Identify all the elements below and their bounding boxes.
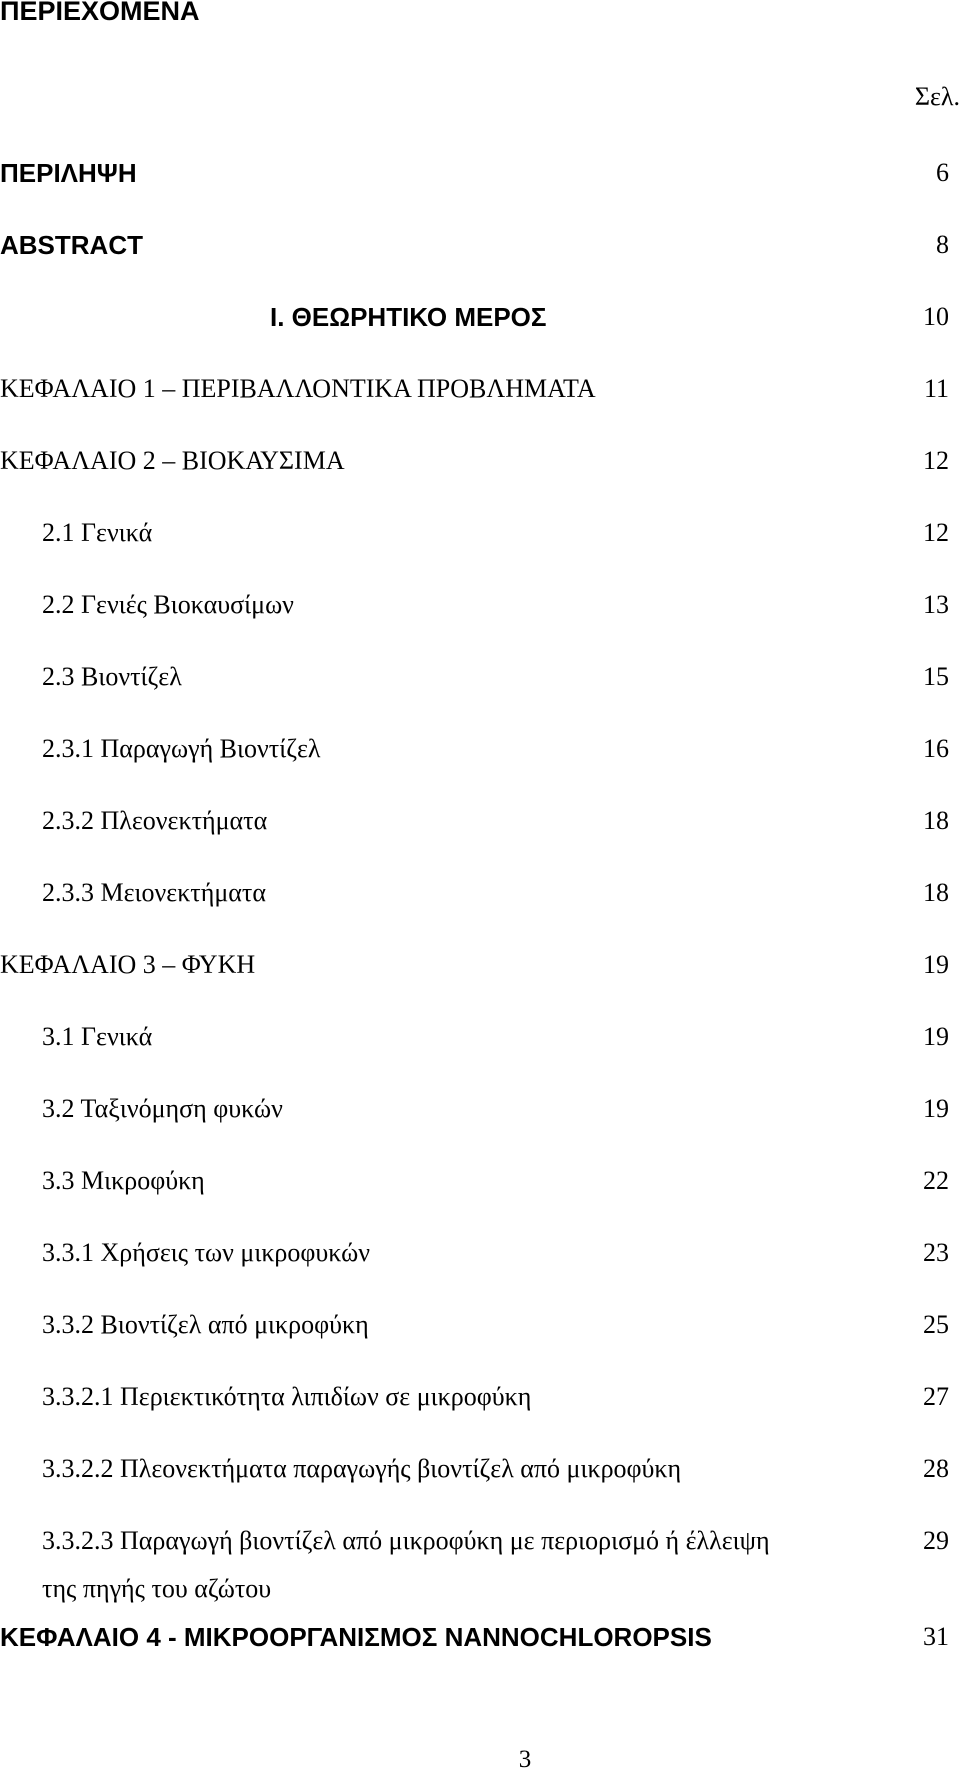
toc-entry-section-3-3-2-3[interactable] — [0, 1521, 960, 1561]
page-column-header: Σελ. — [914, 82, 960, 111]
toc-entry-page: 15 — [923, 662, 949, 691]
toc-entry-section-3-3-1[interactable] — [0, 1233, 960, 1273]
toc-entry-label: της πηγής του αζώτου — [42, 1574, 272, 1603]
toc-entry-label: 3.3.2.3 Παραγωγή βιοντίζελ από μικροφύκη με περιορισμό ή έλλειψη — [42, 1526, 770, 1555]
toc-entry-label: 3.1 Γενικά — [42, 1022, 153, 1051]
toc-entry-label: ΚΕΦΑΛΑΙΟ 2 – ΒΙΟΚΑΥΣΙΜΑ — [0, 446, 345, 475]
toc-entry-page: 11 — [923, 374, 949, 403]
toc-entry-label: 3.3.1 Χρήσεις των μικροφυκών — [42, 1238, 371, 1267]
toc-entry-chapter-3[interactable] — [0, 945, 960, 985]
toc-entry-page: 27 — [923, 1382, 949, 1411]
toc-entry-label: 3.3.2.1 Περιεκτικότητα λιπιδίων σε μικροφύκη — [42, 1382, 532, 1411]
toc-entry-part-theory[interactable] — [0, 297, 960, 337]
toc-entry-section-2-3[interactable] — [0, 657, 960, 697]
toc-entry-page: 18 — [923, 878, 949, 907]
toc-entry-page: 18 — [923, 806, 949, 835]
toc-entry-page: 10 — [923, 302, 949, 331]
toc-entry-page: 25 — [923, 1310, 949, 1339]
toc-entry-section-3-3-2[interactable] — [0, 1305, 960, 1345]
toc-entry-label: 2.3 Βιοντίζελ — [42, 662, 182, 691]
toc-entry-label: 3.3.2.2 Πλεονεκτήματα παραγωγής βιοντίζελ από μικροφύκη — [42, 1454, 682, 1483]
toc-entry-page: 16 — [923, 734, 949, 763]
toc-entry-label: 2.2 Γενιές Βιοκαυσίμων — [42, 590, 294, 619]
toc-entry-label: 3.2 Ταξινόμηση φυκών — [42, 1094, 283, 1123]
toc-entry-page: 12 — [923, 518, 949, 547]
toc-entry-page: 13 — [923, 590, 949, 619]
toc-entry-chapter-1[interactable] — [0, 369, 960, 409]
toc-entry-section-2-3-1[interactable] — [0, 729, 960, 769]
toc-entry-label: 3.3.2 Βιοντίζελ από μικροφύκη — [42, 1310, 369, 1339]
footer-page-number: 3 — [518, 1746, 532, 1773]
toc-entry-label: Ι. ΘΕΩΡΗΤΙΚΟ ΜΕΡΟΣ — [270, 302, 547, 332]
toc-entry-page: 6 — [936, 158, 949, 187]
toc-entry-section-3-3-2-2[interactable] — [0, 1449, 960, 1489]
toc-entry-label: 2.1 Γενικά — [42, 518, 153, 547]
toc-entry-label: ΚΕΦΑΛΑΙΟ 1 – ΠΕΡΙΒΑΛΛΟΝΤΙΚΑ ΠΡΟΒΛΗΜΑΤΑ — [0, 374, 596, 403]
toc-entry-chapter-4[interactable] — [0, 1617, 960, 1657]
toc-entry-page: 19 — [923, 1094, 949, 1123]
toc-entry-label: 3.3 Μικροφύκη — [42, 1166, 205, 1195]
toc-entry-section-3-2[interactable] — [0, 1089, 960, 1129]
toc-entry-chapter-2[interactable] — [0, 441, 960, 481]
toc-entry-section-3-3-2-1[interactable] — [0, 1377, 960, 1417]
toc-entry-page: 29 — [923, 1526, 949, 1555]
toc-entry-abstract[interactable] — [0, 225, 960, 265]
toc-entry-section-3-1[interactable] — [0, 1017, 960, 1057]
toc-entry-continuation — [0, 1569, 960, 1609]
toc-entry-label: ΚΕΦΑΛΑΙΟ 4 - ΜΙΚΡΟΟΡΓΑΝΙΣΜΟΣ NANNOCHLOROPSIS — [0, 1622, 712, 1652]
toc-entry-label: ΚΕΦΑΛΑΙΟ 3 – ΦΥΚΗ — [0, 950, 256, 979]
toc-entry-abstract-greek[interactable] — [0, 153, 960, 193]
toc-entry-page: 22 — [923, 1166, 949, 1195]
toc-entry-section-3-3[interactable] — [0, 1161, 960, 1201]
toc-entry-label: ΠΕΡΙΛΗΨΗ — [0, 158, 137, 188]
toc-entry-page: 23 — [923, 1238, 949, 1267]
toc-entry-label: 2.3.3 Μειονεκτήματα — [42, 878, 266, 907]
toc-entry-page: 31 — [923, 1622, 949, 1651]
toc-entry-label: ABSTRACT — [0, 230, 143, 260]
toc-entry-page: 19 — [923, 1022, 949, 1051]
toc-entry-section-2-3-3[interactable] — [0, 873, 960, 913]
toc-entry-page: 28 — [923, 1454, 949, 1483]
toc-entry-section-2-1[interactable] — [0, 513, 960, 553]
toc-entry-label: 2.3.2 Πλεονεκτήματα — [42, 806, 268, 835]
toc-entry-page: 19 — [923, 950, 949, 979]
toc-entry-page: 8 — [936, 230, 949, 259]
toc-entry-label: 2.3.1 Παραγωγή Βιοντίζελ — [42, 734, 321, 763]
toc-entry-section-2-3-2[interactable] — [0, 801, 960, 841]
toc-entry-section-2-2[interactable] — [0, 585, 960, 625]
toc-entry-page: 12 — [923, 446, 949, 475]
page-title: ΠΕΡΙΕΧΟΜΕΝΑ — [0, 0, 200, 26]
